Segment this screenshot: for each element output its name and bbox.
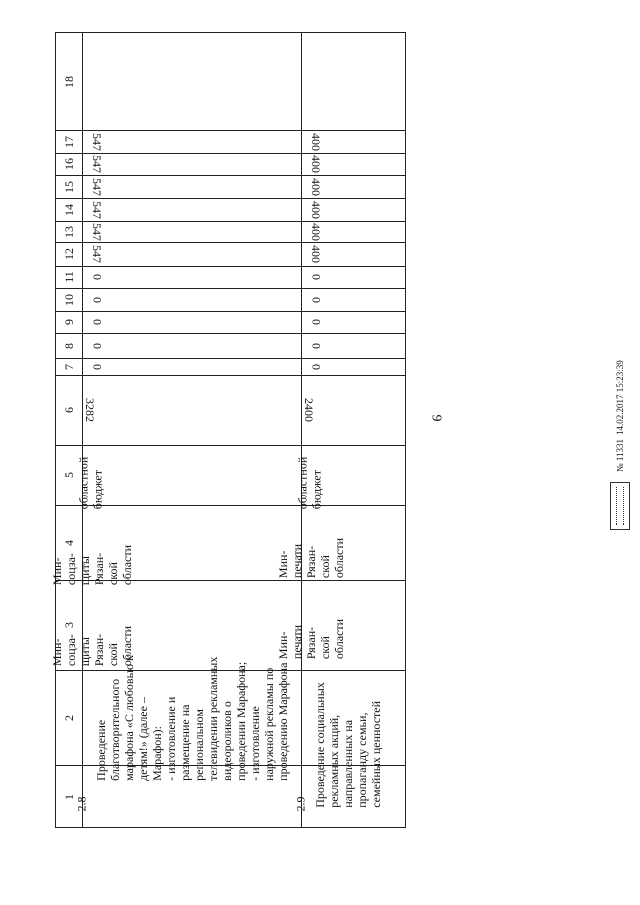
header-col-16: 16 <box>62 158 76 170</box>
row-2-8-c9: 0 <box>90 319 104 325</box>
header-col-7: 7 <box>62 363 76 370</box>
row-2-9-total: 2400 <box>302 398 316 422</box>
page-number: 9 <box>428 414 444 422</box>
row-2-9-executor: Мин- печати Рязан- ской области <box>276 618 347 660</box>
row-2-9-c13: 400 <box>309 222 323 241</box>
row-2-9-c12: 400 <box>309 245 323 263</box>
row-2-9-c11: 0 <box>309 274 323 280</box>
header-col-11: 11 <box>62 271 76 283</box>
header-col-1: 1 <box>62 794 76 800</box>
row-2-9-number: 2.9 <box>293 796 308 812</box>
row-2-8-c13: 547 <box>90 222 104 241</box>
row-2-9-c10: 0 <box>309 296 323 303</box>
row-2-8-number: 2.8 <box>74 796 89 812</box>
row-2-9-co-executor: Мин- печати Рязан- ской области <box>276 537 347 579</box>
header-col-12: 12 <box>62 248 76 260</box>
header-col-15: 15 <box>62 180 76 193</box>
header-col-14: 14 <box>62 203 76 216</box>
document-footer <box>605 170 635 530</box>
header-col-17: 17 <box>62 135 76 148</box>
row-2-9-c18 <box>301 33 407 130</box>
row-2-8-executor: Мин- соцза- щиты Рязан- ской области <box>50 625 135 667</box>
row-2-9-c7: 0 <box>309 363 323 370</box>
row-2-8-co-executor: Мин- соцза- щиты Рязан- ской области <box>50 544 135 586</box>
header-col-9: 9 <box>62 319 76 325</box>
header-col-10: 10 <box>62 293 76 306</box>
document-number: № 11331 <box>615 438 625 472</box>
row-2-8-source: областной бюджет <box>76 456 105 510</box>
row-2-8-c17: 547 <box>90 132 104 151</box>
row-2-9-c15: 400 <box>309 177 323 196</box>
barcode-stamp-icon <box>610 482 630 530</box>
row-2-8-c16: 547 <box>90 155 104 173</box>
row-2-9-description: Проведение социальных рекламных акций, направленных на пропаганду семьи, семейных ценностей <box>312 682 383 808</box>
row-2-8-c7: 0 <box>90 363 104 370</box>
row-2-8-c11: 0 <box>90 274 104 280</box>
row-2-9-c14: 400 <box>309 200 323 219</box>
row-2-8-c12: 547 <box>90 245 104 263</box>
header-col-5: 5 <box>62 472 76 478</box>
row-2-8-c15: 547 <box>90 177 104 196</box>
row-2-8-c14: 547 <box>90 200 104 219</box>
row-2-8-c18 <box>82 33 301 130</box>
header-col-13: 13 <box>62 225 76 238</box>
row-2-8-c8: 0 <box>90 342 104 349</box>
row-2-9-c8: 0 <box>309 342 323 349</box>
header-col-8: 8 <box>62 342 76 349</box>
row-2-9-c17: 400 <box>309 132 323 151</box>
row-2-9-source: областной бюджет <box>295 456 324 510</box>
row-2-9-c16: 400 <box>309 155 323 173</box>
header-col-6: 6 <box>62 407 76 413</box>
header-col-2: 2 <box>62 714 76 721</box>
row-2-9-c9: 0 <box>309 319 323 325</box>
row-2-8-total: 3282 <box>83 398 97 422</box>
header-col-4: 4 <box>62 539 76 546</box>
document-timestamp: 14.02.2017 15:23:39 <box>615 360 625 435</box>
budget-table <box>50 32 406 828</box>
row-2-8-description: Проведение благотворительного марафона «С любовью к детям!» (далее – Марафон): - изготовление и размещение на региональном телевидении рекламных видеороликов о проведении Марафона; - изготовление наружной рекламы по проведению Марафона <box>93 654 290 781</box>
header-col-3: 3 <box>62 622 76 628</box>
header-col-18: 18 <box>62 75 76 88</box>
row-2-8-c10: 0 <box>90 296 104 303</box>
